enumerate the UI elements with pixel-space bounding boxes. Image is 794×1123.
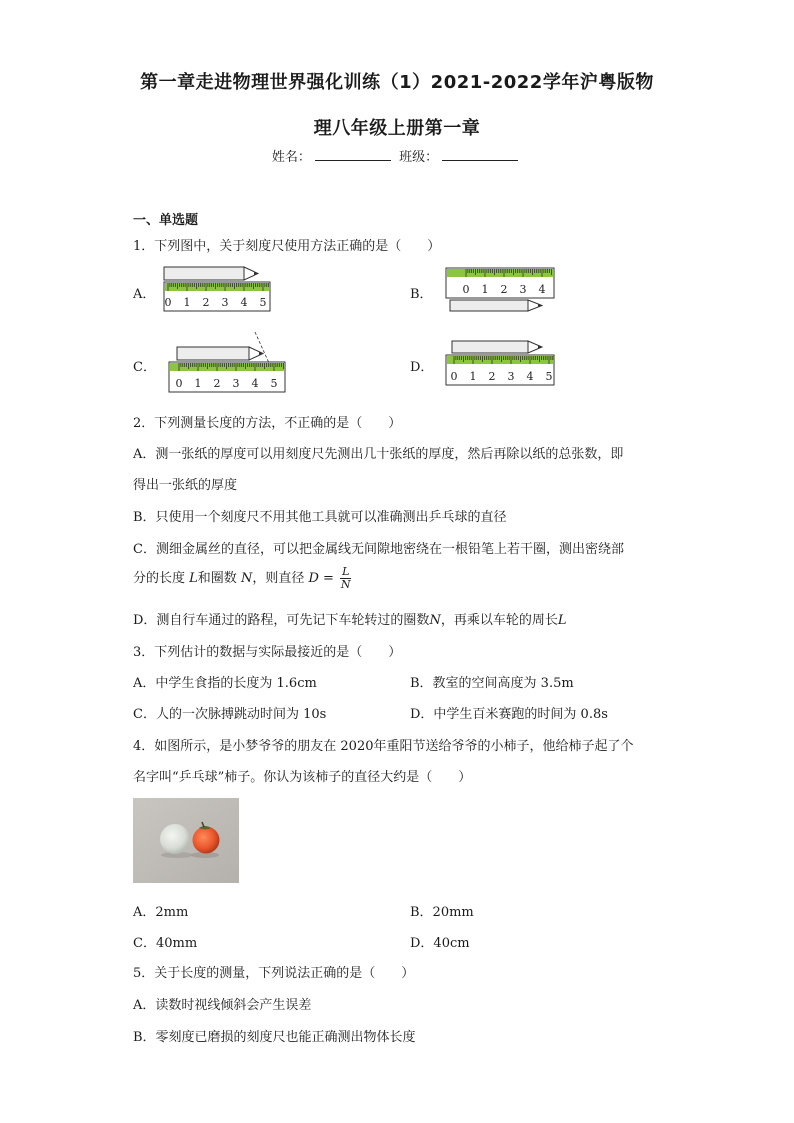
q2-stem: 2．下列测量长度的方法，不正确的是（ ） <box>133 416 402 431</box>
q1-option-c-label: C． <box>133 360 156 375</box>
ruler-number: 0 <box>462 283 470 296</box>
q3-option-c: C．人的一次脉搏跳动时间为 10s <box>133 707 327 722</box>
q1-option-d-label: D． <box>410 360 434 375</box>
q5-stem: 5．关于长度的测量，下列说法正确的是（ ） <box>133 966 415 981</box>
pencil-b <box>450 300 542 311</box>
ruler-number: 3 <box>221 296 229 309</box>
section-heading: 一、单选题 <box>133 213 199 228</box>
q2-c-text-pre: 分的长度 <box>133 571 186 586</box>
ruler-green-band <box>170 363 284 371</box>
ruler-number: 1 <box>194 377 202 390</box>
q2-c-formula-lhs: D = <box>308 571 334 586</box>
q2-d-var-n: N <box>429 613 441 628</box>
q3-stem: 3．下列估计的数据与实际最接近的是（ ） <box>133 645 402 660</box>
q5-option-a: A．读数时视线倾斜会产生误差 <box>133 998 312 1013</box>
ruler-number: 1 <box>469 370 477 383</box>
ruler-number: 2 <box>500 283 508 296</box>
q2-option-b: B．只使用一个刻度尺不用其他工具就可以准确测出乒乓球的直径 <box>133 510 507 525</box>
q2-option-a-line1: A．测一张纸的厚度可以用刻度尺先测出几十张纸的厚度，然后再除以纸的总张数，即 <box>133 447 624 462</box>
q2-option-c-line2 <box>133 566 351 591</box>
ruler-number: 2 <box>213 377 221 390</box>
q3-option-d: D．中学生百米赛跑的时间为 0.8s <box>410 707 608 722</box>
q5-option-b: B．零刻度已磨损的刻度尺也能正确测出物体长度 <box>133 1030 416 1045</box>
ruler-number: 1 <box>183 296 191 309</box>
q2-option-c-line1: C．测细金属丝的直径，可以把金属线无间隙地密绕在一根铅笔上若干圈，测出密绕部 <box>133 542 624 557</box>
q1-figure-c <box>165 330 290 395</box>
q4-stem-line2: 名字叫“乒乓球”柿子。你认为该柿子的直径大约是（ ） <box>133 770 472 785</box>
ruler-number: 2 <box>488 370 496 383</box>
q2-c-var-n: N <box>240 571 253 586</box>
ruler-number: 4 <box>240 296 248 309</box>
q1-option-b-label: B． <box>410 287 433 302</box>
document-title-line2: 理八年级上册第一章 <box>313 118 481 139</box>
q2-option-a-line2: 得出一张纸的厚度 <box>133 478 238 493</box>
pencil-a <box>164 267 258 280</box>
q1-figure-a <box>160 264 275 314</box>
pencil-c <box>177 332 269 363</box>
pencil-d <box>452 341 542 353</box>
q1-figure-b <box>444 266 559 316</box>
q4-option-c: C．40mm <box>133 936 198 951</box>
q1-figure-d <box>444 338 559 388</box>
q1-stem: 1．下列图中，关于刻度尺使用方法正确的是（ ） <box>133 239 441 254</box>
ruler-c <box>169 362 285 392</box>
ping-pong-ball <box>160 824 190 854</box>
ruler-number: 5 <box>259 296 267 309</box>
name-label: 姓名： <box>271 150 311 165</box>
q4-option-a: A．2mm <box>133 905 189 920</box>
q2-c-var-l: L <box>189 571 198 586</box>
ruler-number: 5 <box>270 377 278 390</box>
ruler-number: 4 <box>526 370 534 383</box>
q2-c-text-mid: 和圈数 <box>197 571 237 586</box>
name-blank <box>315 148 391 161</box>
q4-stem-line1: 4．如图所示，是小梦爷爷的朋友在 2020年重阳节送给爷爷的小柿子，他给柿子起了个 <box>133 739 634 754</box>
class-label: 班级： <box>399 150 439 165</box>
persimmon-fruit <box>193 827 220 854</box>
ruler-number: 5 <box>545 370 553 383</box>
document-title-line1: 第一章走进物理世界强化训练（1）2021-2022学年沪粤版物 <box>140 72 654 93</box>
q2-d-text-pre: D．测自行车通过的路程，可先记下车轮转过的圈数 <box>133 613 430 628</box>
class-blank <box>442 148 518 161</box>
persimmon-photo <box>133 798 239 883</box>
q2-option-d <box>133 609 566 628</box>
q4-option-d: D．40cm <box>410 936 470 951</box>
ruler-number: 4 <box>251 377 259 390</box>
ruler-b <box>446 268 554 298</box>
q2-c-fraction <box>340 566 351 591</box>
student-info-line <box>0 146 794 165</box>
ruler-a <box>164 282 270 311</box>
sight-line <box>255 332 269 363</box>
ruler-number: 3 <box>519 283 527 296</box>
q4-option-b: B．20mm <box>410 905 474 920</box>
q2-c-frac-denominator: N <box>340 578 351 591</box>
ruler-number: 4 <box>538 283 546 296</box>
ruler-green-band <box>447 356 553 364</box>
ruler-number: 0 <box>175 377 183 390</box>
ruler-number: 0 <box>164 296 172 309</box>
ruler-number: 3 <box>507 370 515 383</box>
ruler-number: 0 <box>450 370 458 383</box>
ruler-number: 1 <box>481 283 489 296</box>
q1-option-a-label: A． <box>133 287 156 302</box>
ruler-number: 3 <box>232 377 240 390</box>
q2-d-var-l: L <box>557 613 567 628</box>
ruler-d <box>446 355 554 385</box>
ruler-number: 2 <box>202 296 210 309</box>
q2-c-frac-numerator: L <box>342 565 350 578</box>
q2-d-text-mid: ，再乘以车轮的周长 <box>440 613 558 628</box>
q3-option-a: A．中学生食指的长度为 1.6cm <box>133 676 317 691</box>
q2-c-text-post: ，则直径 <box>252 571 305 586</box>
q3-option-b: B．教室的空间高度为 3.5m <box>410 676 574 691</box>
